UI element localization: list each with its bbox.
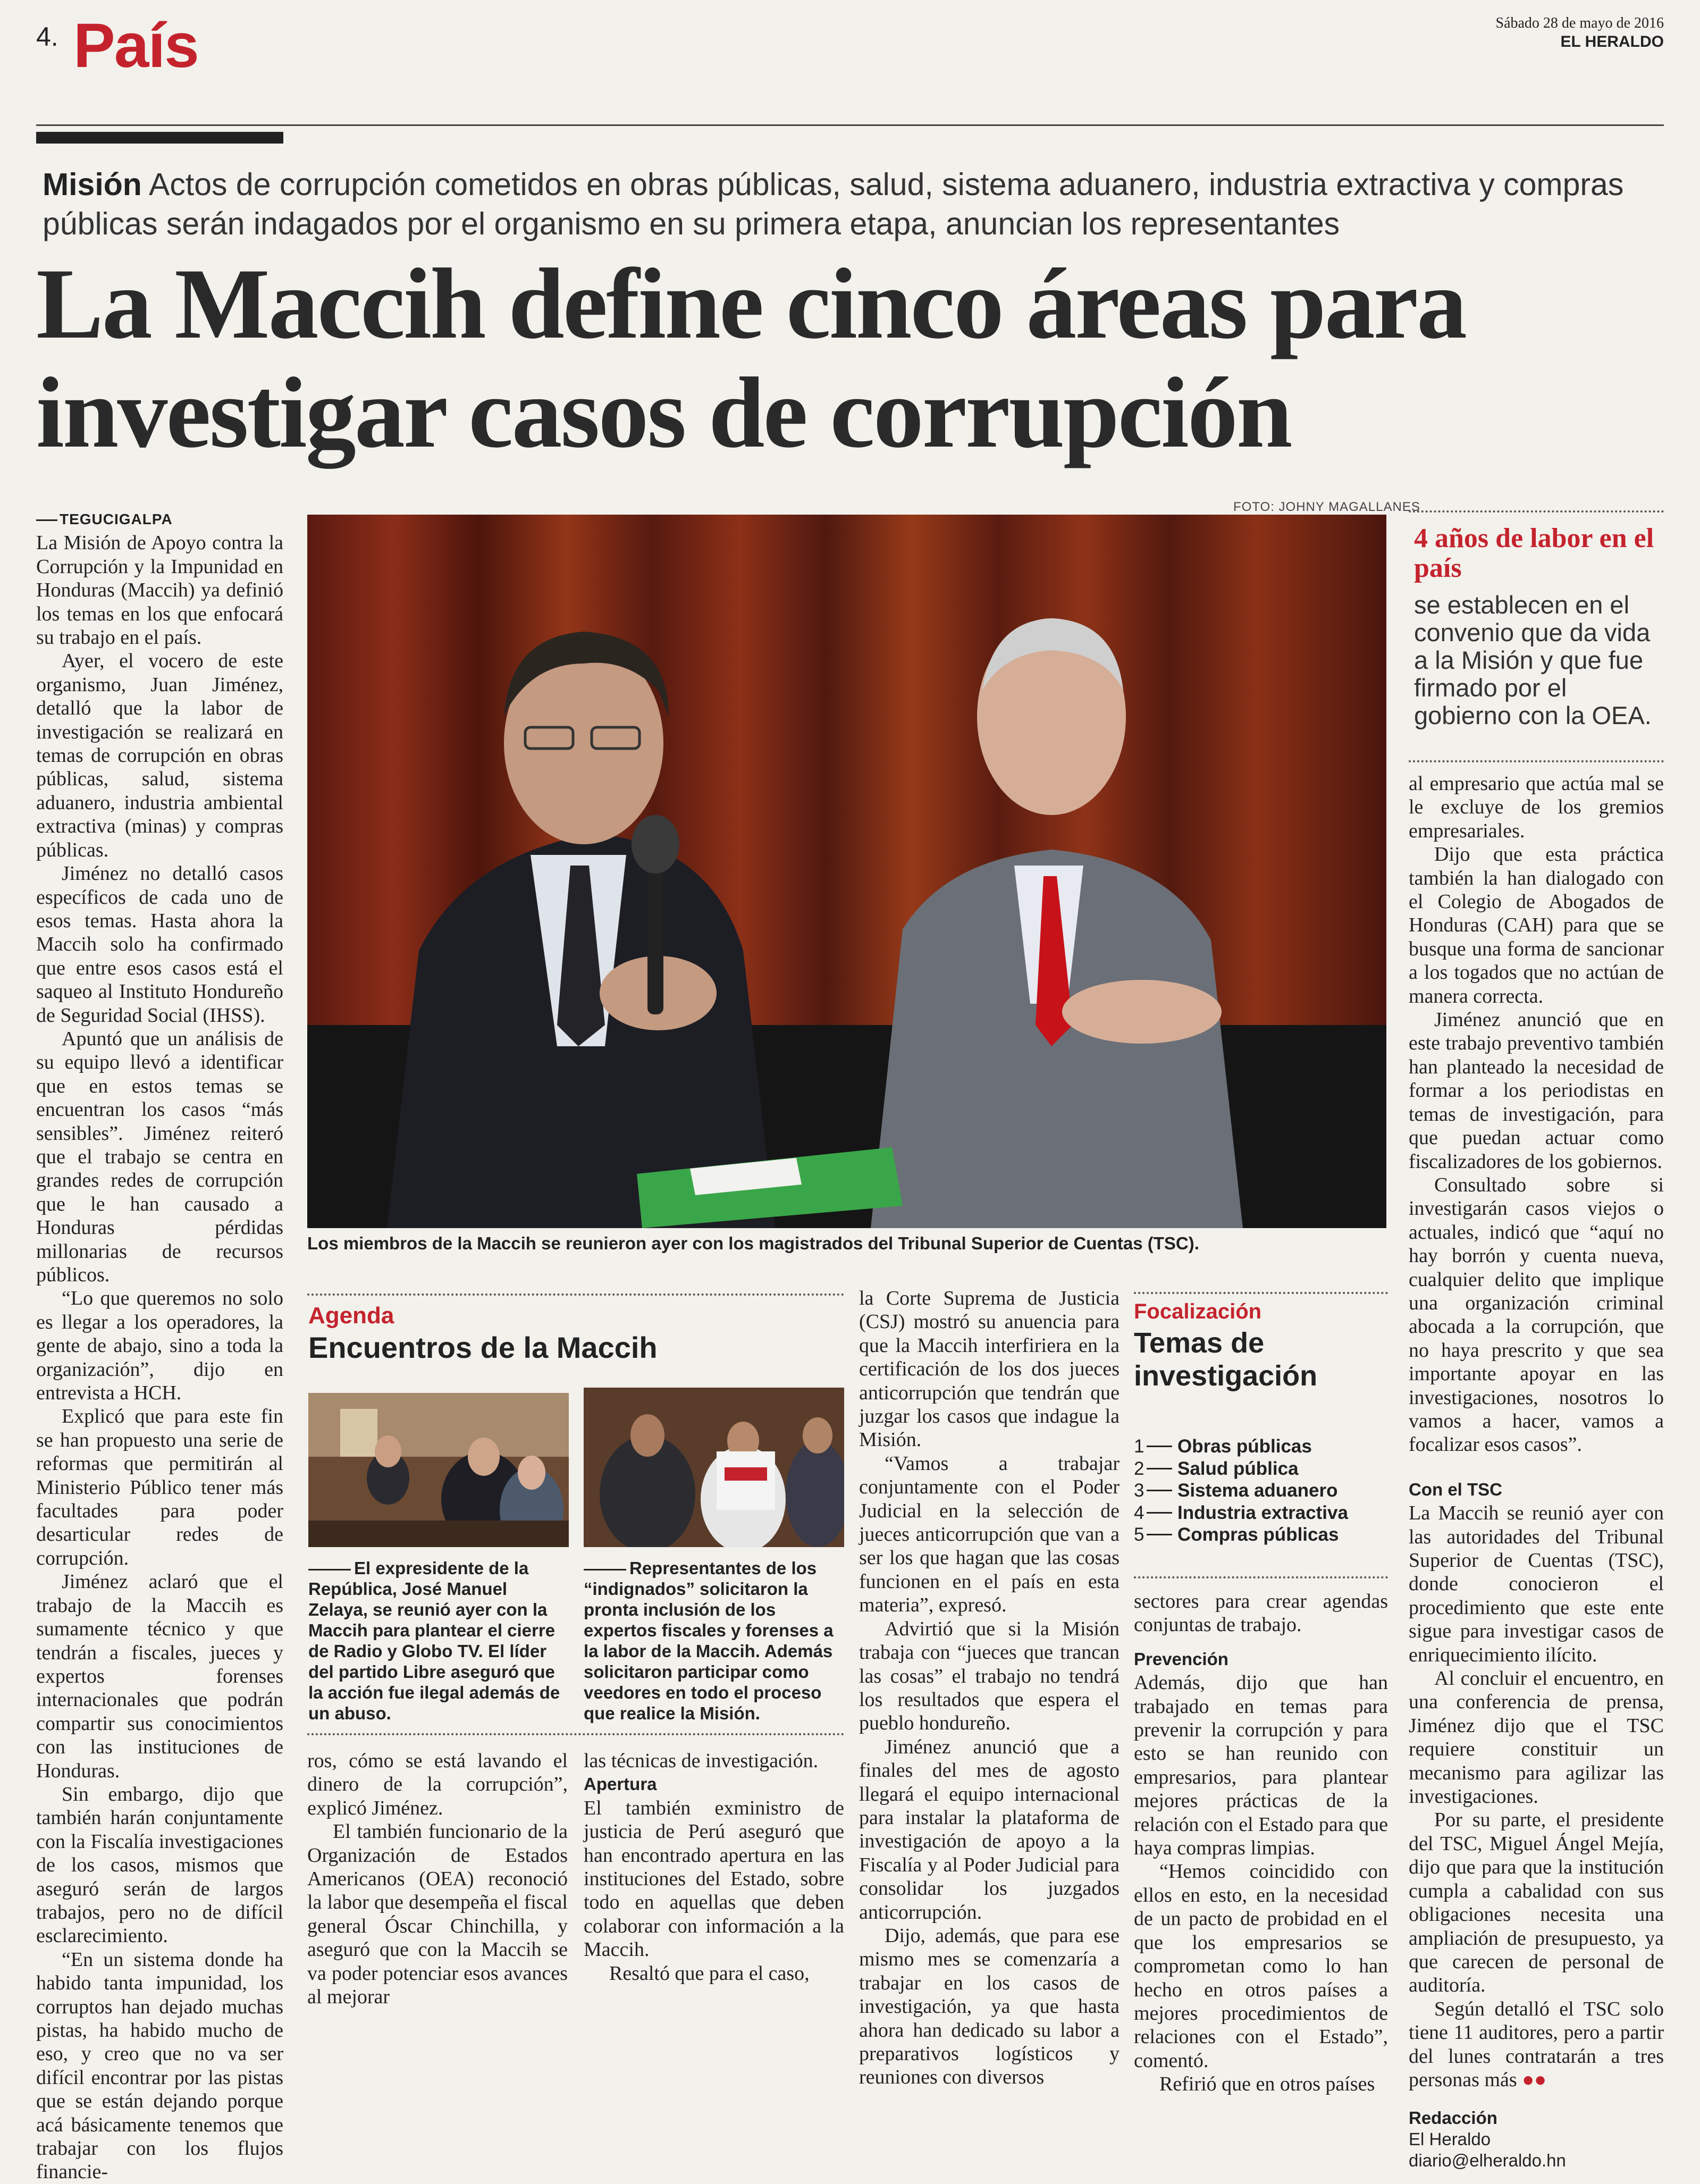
byline-org: El Heraldo (1409, 2129, 1491, 2149)
subhead-con-el-tsc: Con el TSC (1409, 1479, 1503, 1499)
issue-date: Sábado 28 de mayo de 2016 (1495, 15, 1664, 31)
byline-email: diario@elheraldo.hn (1409, 2151, 1566, 2171)
article-column-3 (584, 1749, 844, 1985)
paragraph: “Hemos coincidido con ellos en esto, en la necesidad de un pacto de probidad en el que los empresarios se comprometan como lo han hecho en otros países a mejores procedimientos de relaciones con el Estado”, comentó. (1134, 1860, 1388, 2072)
paragraph: Sin embargo, dijo que también harán conjuntamente con la Fiscalía investigaciones de los casos, mismos que aseguró serán de largos trabajos, pero no de difícil esclarecimiento. (36, 1783, 283, 1947)
paragraph: “En un sistema donde ha habido tanta impunidad, los corruptos han dejado muchas pistas, ha habido mucho de eso, y creo que no va ser difícil encontrar por las pistas que se están dejando porque acá básicamente tenemos que trabajar con los flujos financie- (36, 1948, 283, 2183)
deck-text: Actos de corrupción cometidos en obras públicas, salud, sistema aduanero, industria extractiva y compras públicas serán indagados por el organismo en su primera etapa, anuncian los representantes (43, 167, 1624, 241)
main-photo (307, 515, 1386, 1228)
paragraph: “Vamos a trabajar conjuntamente con el Poder Judicial en la selección de jueces anticorrupción que van a ser los que hagan que las cosas funcionen en el país en esta materia”, expresó. (859, 1452, 1120, 1617)
photo-caption: Los miembros de la Maccih se reunieron ayer con los magistrados del Tribunal Superior de Cuentas (TSC). (307, 1233, 1199, 1253)
paragraph: Advirtió que si la Misión trabaja con “jueces que trancan las cosas” el trabajo no tendrá los resultados que espera el pueblo hondureño. (859, 1617, 1120, 1735)
caption-dash (308, 1569, 351, 1570)
paragraph: La Maccih se reunió ayer con las autoridades del Tribunal Superior de Cuentas (TSC), donde conocieron el procedimiento que este ente sigue para investigar casos de enriquecimiento ilícito. (1409, 1502, 1664, 1666)
caption-text: El expresidente de la República, José Manuel Zelaya, se reunió ayer con la Maccih para plantear el cierre de Radio y Globo TV. El líder del partido Libre aseguró que la acción fue ilegal además de un abuso. (308, 1558, 560, 1723)
paragraph: Jiménez anunció que a finales del mes de agosto llegará el equipo internacional para instalar la plataforma de investigación de apoyo a la Fiscalía y al Poder Judicial para consolidar los juzgados anticorrupción. (859, 1735, 1120, 1923)
paragraph: Además, dijo que han trabajado en temas para prevenir la corrupción y para esto se han reunido con empresarios, para plantear mejores prácticas de la relación con el Estado para que haya compras limpias. (1134, 1671, 1388, 1860)
section-title: País (73, 11, 198, 81)
paragraph: Jiménez no detalló casos específicos de cada uno de esos temas. Hasta ahora la Maccih solo ha confirmado que entre esos casos está el saqueo al Instituto Hondureño de Seguridad Social (IHSS). (36, 862, 283, 1027)
focalizacion-kicker: Focalización (1134, 1300, 1262, 1323)
list-item: 3 Sistema aduanero (1134, 1480, 1338, 1501)
paragraph: El también exministro de justicia de Perú aseguró que han encontrado apertura en las instituciones del Estado, sobre todo en aquellas que deben colaborar con información a la Maccih. (584, 1796, 844, 1961)
sidebar-highlight-rule (1409, 760, 1664, 762)
paragraph: Al concluir el encuentro, en una conferencia de prensa, Jiménez dijo que el TSC requiere constituir un mecanismo para agilizar las investigaciones. (1409, 1667, 1664, 1808)
sidebar-top-rule (1409, 510, 1664, 513)
page-number: 4. (36, 22, 58, 52)
caption-text: Representantes de los “indignados” solicitaron la pronta inclusión de los expertos fiscales y forenses a la labor de la Maccih. Además solicitaron participar como veedores en todo el proceso que realice la Misión. (584, 1558, 834, 1723)
end-mark: ●● (1522, 2068, 1547, 2091)
list-item: 1 Obras públicas (1134, 1436, 1312, 1457)
agenda-bottom-rule (307, 1733, 844, 1735)
list-item: 4 Industria extractiva (1134, 1502, 1348, 1523)
paragraph: las técnicas de investigación. (584, 1750, 819, 1772)
paragraph: Consultado sobre si investigarán casos viejos o actuales, indicó que “aquí no hay borrón y cuenta nueva, cualquier delito que implique una organización criminal abocada a la corrupción, que no haya prescrito y que sea importante apoyar en las investigaciones, nosotros lo vamos a hacer, vamos a focalizar esos casos”. (1409, 1173, 1664, 1456)
agenda-title: Encuentros de la Maccih (308, 1331, 658, 1364)
zelaya-meeting-photo (308, 1393, 569, 1547)
meeting-photo (308, 1393, 569, 1547)
deck-lead: Misión (43, 167, 142, 202)
paragraph: Por su parte, el presidente del TSC, Miguel Ángel Mejía, dijo que para que la institución cumpla a cabalidad con sus obligaciones necesita una ampliación de presupuesto, ya que carecen de personal de auditoría. (1409, 1809, 1664, 1997)
byline-label: Redacción (1409, 2108, 1497, 2128)
highlight-title: 4 años de labor en el país (1414, 523, 1654, 583)
article-column-2 (307, 1749, 568, 2009)
paragraph: al empresario que actúa mal se le excluye de los gremios empresariales. (1409, 772, 1664, 842)
paragraph: Dijo, además, que para ese mismo mes se comenzaría a trabajar en los casos de investigación, ya que hasta ahora han dedicado su labor a preparativos logísticos y reuniones con diversos (859, 1924, 1120, 2089)
indignados-photo (584, 1388, 844, 1547)
paragraph: Jiménez aclaró que el trabajo de la Maccih es sumamente técnico y que tendrán a fiscales, jueces y expertos forenses internacionales que podrán compartir sus conocimientos con las instituciones de Honduras. (36, 1570, 283, 1782)
article-column-1 (36, 508, 283, 2184)
header-bar (36, 132, 283, 144)
article-column-5 (1134, 1590, 1388, 2096)
investigation-topics-list (1134, 1435, 1384, 1546)
header-rule (36, 124, 1664, 126)
focalizacion-rule (1134, 1292, 1388, 1294)
focalizacion-bottom-rule (1134, 1576, 1388, 1578)
highlight-text: se establecen en el convenio que da vida a la Misión y que fue firmado por el gobierno con la OEA. (1414, 591, 1652, 729)
paragraph: Refirió que en otros países (1159, 2073, 1375, 2096)
paragraph: Resaltó que para el caso, (609, 1962, 810, 1985)
paragraph: ros, cómo se está lavando el dinero de la corrupción”, explicó Jiménez. (307, 1750, 568, 1819)
paragraph: la Corte Suprema de Justicia (CSJ) mostró su anuencia para que la Maccih interfiriera en la certificación de los dos jueces anticorrupción que tendrán que juzgar los casos que indague la Misión. (859, 1287, 1120, 1451)
paragraph: El también funcionario de la Organización de Estados Americanos (OEA) reconoció la labor que desempeña el fiscal general Óscar Chinchilla, y aseguró que con la Maccih se va poder potenciar esos avances al mejorar (307, 1820, 568, 2009)
paragraph: “Lo que queremos no solo es llegar a los operadores, la gente de abajo, sino a toda la organización”, dijo en entrevista a HCH. (36, 1287, 283, 1405)
paragraph: Dijo que esta práctica también la han dialogado con el Colegio de Abogados de Honduras (CAH) para que se busque una forma de sancionar a los togados que no actúan de manera correcta. (1409, 843, 1664, 1007)
paragraph: Explicó que para este fin se han propuesto una serie de reformas que permitirán al Ministerio Público tener más facultades para poder desarticular redes de corrupción. (36, 1405, 283, 1569)
dateline: TEGUCIGALPA (36, 508, 283, 531)
subhead-apertura: Apertura (584, 1774, 657, 1794)
deck (43, 165, 1659, 243)
agenda-caption-2 (584, 1558, 844, 1724)
list-item: 2 Salud pública (1134, 1458, 1299, 1479)
agenda-rule (307, 1293, 844, 1296)
subhead-prevencion: Prevención (1134, 1649, 1228, 1669)
agenda-caption-1 (308, 1558, 569, 1724)
paragraph-text: Según detalló el TSC solo tiene 11 auditores, pero a partir del lunes contratarán a tres personas más (1409, 1997, 1664, 2091)
photo-credit: FOTO: JOHNY MAGALLANES (1233, 500, 1420, 514)
protesters-photo (584, 1388, 844, 1547)
press-conference-photo (307, 515, 1386, 1228)
agenda-kicker: Agenda (308, 1303, 394, 1329)
paragraph: Jiménez anunció que en este trabajo preventivo también han planteado la necesidad de formar a los periodistas en temas de investigación, para que puedan actuar como fiscalizadores de los gobiernos. (1409, 1009, 1664, 1173)
paragraph (1409, 1997, 1664, 2092)
article-column-6 (1409, 772, 1664, 2171)
paragraph: Apuntó que un análisis de su equipo llevó a identificar que en estos temas se encuentran los casos “más sensibles”. Jiménez reiteró que el trabajo se centra en grandes redes de corrupción que le han causado a Honduras pérdidas millonarias de recursos públicos. (36, 1027, 283, 1286)
paragraph: sectores para crear agendas conjuntas de trabajo. (1134, 1590, 1388, 1636)
newspaper-name: EL HERALDO (1560, 33, 1664, 51)
article-column-4 (859, 1287, 1120, 2089)
focalizacion-title: Temas de investigación (1134, 1327, 1318, 1392)
paragraph: Ayer, el vocero de este organismo, Juan Jiménez, detalló que la labor de investigación se realizará en temas de corrupción en obras públicas, salud, sistema aduanero, industria ambiental extractiva (minas) y compras públicas. (36, 650, 283, 861)
headline: La Maccih define cinco áreas para investigar casos de corrupción (36, 248, 1466, 469)
list-item: 5 Compras públicas (1134, 1524, 1339, 1545)
paragraph: La Misión de Apoyo contra la Corrupción y la Impunidad en Honduras (Maccih) ya definió los temas en los que enfocará su trabajo en el país. (36, 532, 283, 649)
caption-dash (584, 1569, 626, 1570)
